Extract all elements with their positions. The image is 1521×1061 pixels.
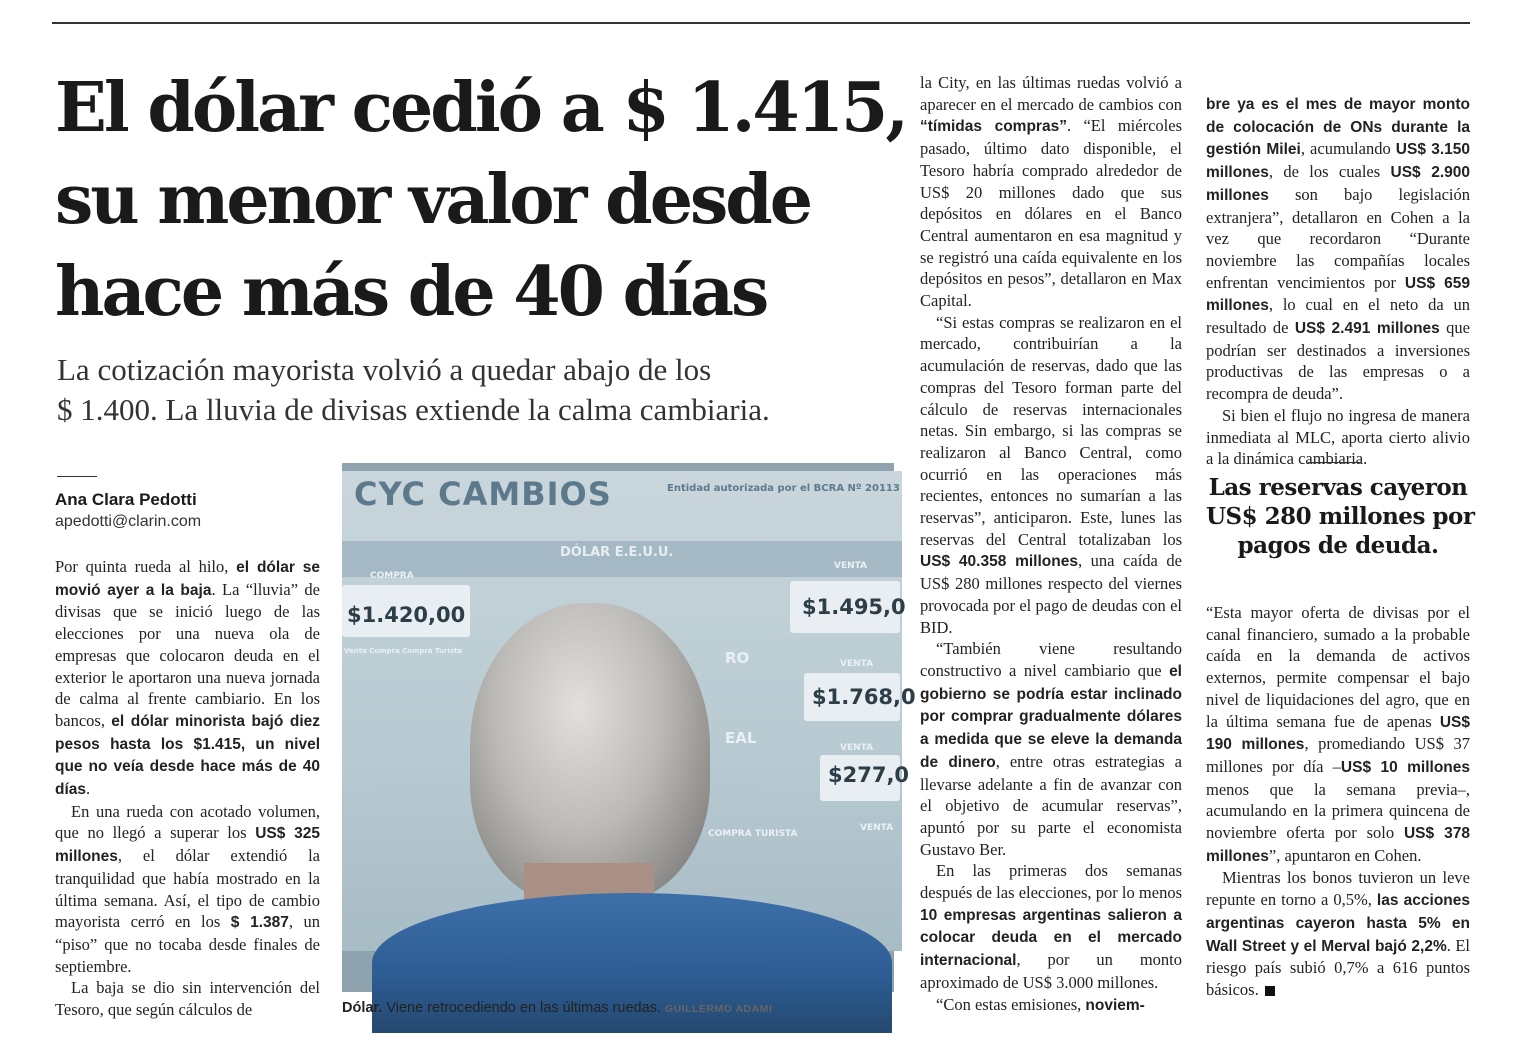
headline-line-1: El dólar cedió a $ 1.415, (55, 68, 907, 148)
deck-line-2: $ 1.400. La lluvia de divisas extiende la calma cambiaria. (57, 392, 770, 427)
paragraph (55, 556, 320, 801)
photo-small-label: Venta Compra Compra Turista (344, 647, 463, 655)
byline-email[interactable]: apedotti@clarin.com (55, 513, 202, 530)
paragraph (920, 994, 1182, 1017)
photo-compra-turista: COMPRA TURISTA (708, 829, 798, 839)
photo-venta2-label: VENTA (840, 659, 874, 669)
photo-sell-rate: $1.495,0 (802, 595, 906, 619)
text-run: , entre otras estrategias a llevarse adelante a fin de avanzar con el objetivo de acumular reservas”, apuntó por su parte el economista Gustavo Ber. (920, 751, 1182, 859)
bold-run: US$ 190 millones (1206, 713, 1470, 754)
bold-run: US$ 40.358 millones (920, 553, 1078, 571)
bold-run: US$ 3.150 millones (1206, 141, 1471, 182)
text-run: , el dólar extendió la tranquilidad que había mostrado en la última semana. Así, el tipo de cambio mayorista cerró en los (55, 846, 320, 932)
paragraph: Si bien el flujo no ingresa de manera inmediata al MLC, aporta cierto alivio a la dinámica cambiaria. (1206, 405, 1470, 469)
text-run: , promediando US$ 37 millones por día – (1206, 734, 1470, 776)
text-run: “Con estas emisiones, (936, 994, 1086, 1014)
photo-venta3-label: VENTA (840, 743, 874, 753)
column-3 (920, 72, 1182, 1016)
photo-buy-rate: $1.420,00 (347, 603, 466, 627)
photo-caption (342, 1000, 772, 1016)
text-run: En las primeras dos semanas después de las elecciones, por lo menos (920, 861, 1182, 903)
byline-rule (57, 476, 97, 477)
photo-credit: GUILLERMO ADAMI (664, 1003, 773, 1015)
end-mark (1265, 986, 1275, 996)
sidebar-rule (1308, 462, 1362, 463)
bold-run: el dólar minorista bajó diez pesos hasta los $1.415, un nivel que no veía desde hace más de 40 días (55, 712, 320, 799)
article-photo (342, 463, 916, 992)
caption-text: Viene retrocediendo en las últimas ruedas. (382, 1000, 661, 1016)
paragraph (1206, 867, 1470, 1000)
sidebar-line-2: US$ 280 millones por (1206, 503, 1475, 530)
photo-sell-label: VENTA (834, 561, 868, 571)
text-run: “Esta mayor oferta de divisas por el canal financiero, sumado a la probable caída en la demanda de activos externos, permite compensar el bajo nivel de liquidaciones del agro, que en la última semana fue de apenas (1206, 603, 1470, 731)
bold-run: US$ 2.900 millones (1206, 164, 1470, 204)
text-run: la City, en las últimas ruedas volvió a aparecer en el mercado de cambios con (920, 73, 1182, 114)
photo-buy-label: COMPRA (370, 571, 414, 581)
text-run: , acumulando (1300, 139, 1396, 159)
paragraph (1206, 93, 1470, 405)
text-run: , una caída de US$ 280 millones respecto del viernes provocada por el pago de deudas con el BID. (920, 551, 1182, 637)
bold-run: el gobierno se podría estar inclinado por comprar gradualmente dólares a medida que se eleve la demanda de dinero (920, 662, 1182, 771)
deck-subtitle (57, 350, 907, 430)
paragraph (55, 801, 320, 978)
text-run: “Si estas compras se realizaron en el mercado, contribuirían a la acumulación de reservas, dado que las compras del Tesoro forman parte del cálculo de reservas internacionales netas. Sin embargo, si las compras se realizaron al Banco Central, como ocurrió en las operaciones más recientes, entonces no sumarían a las reservas”, anticiparon. Este, lunes las reservas del Central totalizaban los (920, 312, 1182, 549)
text-run: En una rueda con acotado volumen, que no llegó a superar los (55, 801, 320, 843)
photo-currency-label: DÓLAR E.E.U.U. (560, 545, 674, 560)
headline-line-3: hace más de 40 días (55, 252, 767, 332)
bold-run: bre ya es el mes de mayor monto de colocación de ONs durante la gestión Milei (1206, 96, 1470, 159)
sidebar-line-3: pagos de deuda. (1237, 532, 1439, 559)
bold-run: 10 empresas argentinas salieron a colocar deuda en el mercado internacional (920, 906, 1182, 970)
text-run: Por quinta rueda al hilo, (55, 557, 237, 576)
headline (55, 62, 905, 338)
person-head (470, 603, 710, 903)
text-run: . La “lluvia” de divisas que se inició luego de las elecciones por una nueva ola de empresas que colocaron deuda en el exterior le aportaron una nueva jornada de calma al frente cambiario. En los bancos, (55, 579, 320, 730)
paragraph (920, 638, 1182, 860)
text-run: Mientras los bonos tuvieron un leve repunte en torno a 0,5%, (1206, 868, 1470, 910)
photo-eal-label: EAL (725, 729, 757, 747)
text-run: , lo cual en el neto da un resultado de (1206, 295, 1470, 338)
bold-run: noviem- (1085, 996, 1145, 1014)
text-run: . El riesgo país subió 0,7% a 616 puntos básicos. (1206, 935, 1470, 999)
text-run: menos que la semana previa–, acumulando en la primera quincena de noviembre oferta por solo (1206, 779, 1470, 843)
text-run: ”, apuntaron en Cohen. (1268, 845, 1422, 865)
paragraph (920, 72, 1182, 312)
text-run: que podrían ser destinados a inversiones productivas de las empresas o a recompra de deuda”. (1206, 318, 1470, 404)
text-run: , por un monto aproximado de US$ 3.000 millones. (920, 950, 1182, 992)
column-1 (55, 556, 320, 1021)
photo-brand-text: CYC CAMBIOS (354, 475, 612, 513)
text-run: , un “piso” que no tocaba desde finales de septiembre. (55, 912, 320, 976)
caption-lead: Dólar. (342, 1000, 383, 1016)
deck-line-1: La cotización mayorista volvió a quedar abajo de los (57, 352, 712, 387)
bold-run: US$ 325 millones (55, 825, 321, 866)
headline-line-2: su menor valor desde (55, 160, 811, 240)
bold-run: US$ 10 millones (1340, 758, 1471, 776)
photo-rate-2: $1.768,0 (812, 685, 916, 709)
photo-rate-3: $277,0 (828, 763, 910, 787)
bold-run: $ 1.387 (230, 914, 289, 932)
photo-ro-label: RO (725, 649, 750, 667)
bold-run: US$ 2.491 millones (1294, 320, 1440, 338)
bold-run: US$ 378 millones (1206, 825, 1471, 865)
sidebar-line-1: Las reservas cayeron (1208, 474, 1468, 501)
bold-run: las acciones argentinas cayeron hasta 5% en Wall Street y el Merval bajó 2,2% (1206, 892, 1470, 955)
bold-run: el dólar se movió ayer a la baja (55, 559, 320, 599)
column-4-lower (1206, 602, 1470, 1001)
photo-venta4-label: VENTA (860, 823, 894, 833)
text-run: . (86, 779, 91, 799)
sidebar-headline (1206, 473, 1475, 560)
text-run: son bajo legislación extranjera”, detallaron en Cohen a la vez que recordaron “Durante noviembre las compañías locales enfrentan vencimientos por (1206, 184, 1470, 292)
text-run: . “El miércoles pasado, último dato disponible, el Tesoro habría comprado alrededor de US$ 20 millones dado que sus depósitos en dólares en el Banco Central aumentaron en esa magnitud y se registró una caída equivalente en los depósitos en pesos”, detallaron en Max Capital. (920, 116, 1182, 311)
text-run: “También viene resultando constructivo a nivel cambiario que (920, 639, 1182, 680)
paragraph (920, 860, 1182, 993)
photo-entity-text: Entidad autorizada por el BCRA Nº 20113 (667, 483, 900, 494)
byline-author: Ana Clara Pedotti (55, 490, 197, 509)
paragraph (1206, 602, 1470, 867)
top-rule (52, 22, 1470, 24)
text-run: , de los cuales (1268, 162, 1391, 182)
paragraph (920, 312, 1182, 639)
paragraph: La baja se dio sin intervención del Tesoro, que según cálculos de (55, 978, 320, 1020)
bold-run: “tímidas compras” (920, 118, 1067, 136)
bold-run: US$ 659 millones (1206, 274, 1470, 315)
column-4 (1206, 93, 1470, 470)
